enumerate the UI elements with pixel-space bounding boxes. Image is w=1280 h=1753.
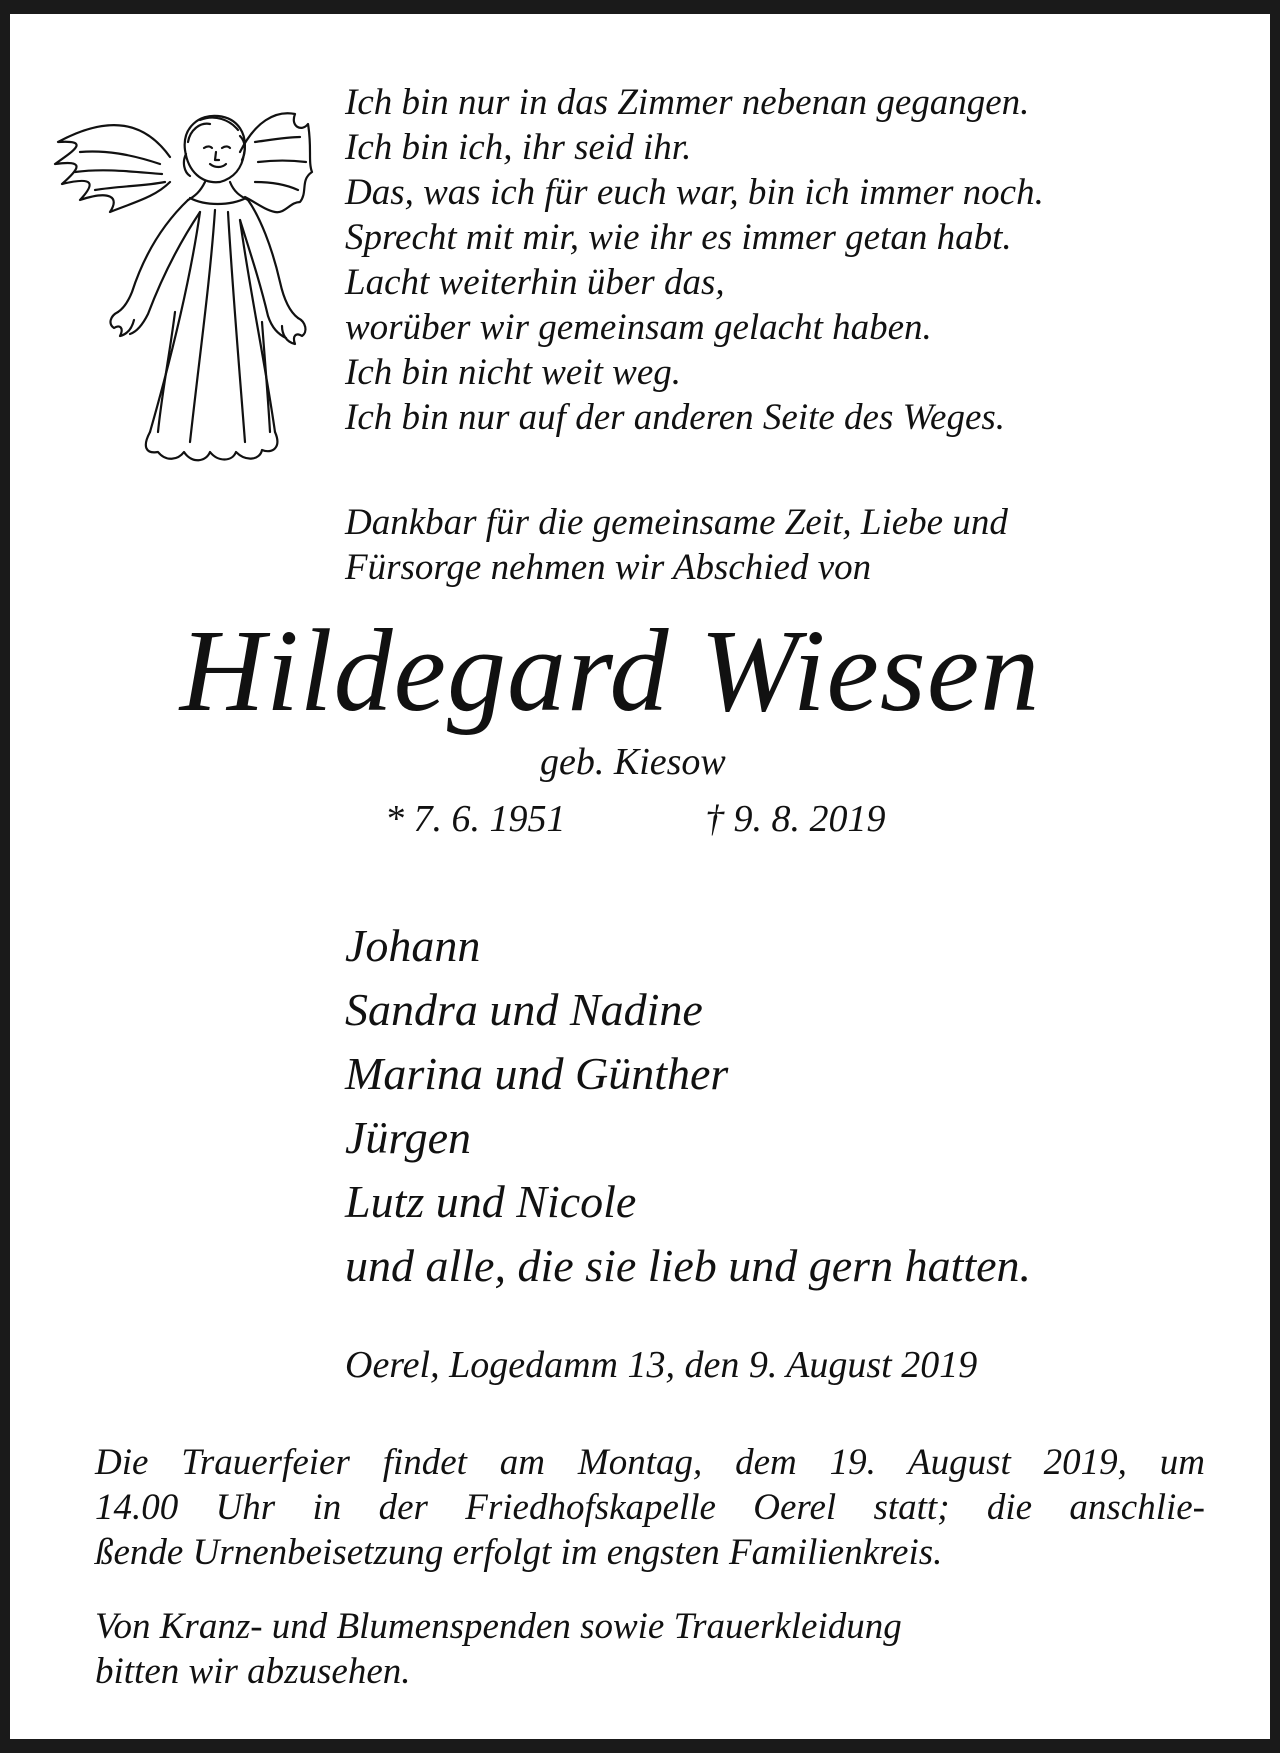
intro-line: Fürsorge nehmen wir Abschied von (345, 547, 872, 588)
farewell-intro (345, 500, 1245, 590)
donation-line: bitten wir abzusehen. (95, 1651, 411, 1692)
intro-line: Dankbar für die gemeinsame Zeit, Liebe und (345, 502, 1008, 543)
notice-line: Die Trauerfeier findet am Montag, dem 19. August 2019, um (95, 1442, 1205, 1483)
birth-date: * 7. 6. 1951 (385, 798, 566, 840)
mourner: Jürgen (345, 1112, 472, 1163)
notice-line: 14.00 Uhr in der Friedhofskapelle Oerel statt; die anschlie- (95, 1487, 1205, 1528)
mourner: Johann (345, 920, 481, 971)
mourner: Sandra und Nadine (345, 984, 703, 1035)
poem-line: worüber wir gemeinsam gelacht haben. (345, 307, 932, 348)
poem-line: Lacht weiterhin über das, (345, 262, 725, 303)
poem-line: Sprecht mit mir, wie ihr es immer getan habt. (345, 217, 1012, 258)
mourners-list (345, 914, 1265, 1298)
poem (345, 80, 1245, 440)
mourner: und alle, die sie lieb und gern hatten. (345, 1240, 1032, 1291)
maiden-name: geb. Kiesow (540, 741, 726, 783)
angel-icon (50, 102, 320, 482)
funeral-notice (95, 1440, 1205, 1575)
mourner: Marina und Günther (345, 1048, 729, 1099)
death-date: † 9. 8. 2019 (705, 798, 886, 840)
poem-line: Ich bin ich, ihr seid ihr. (345, 127, 692, 168)
poem-line: Ich bin nur in das Zimmer nebenan gegangen. (345, 82, 1030, 123)
donation-note (95, 1604, 1205, 1694)
donation-line: Von Kranz- und Blumenspenden sowie Trauerkleidung (95, 1606, 902, 1647)
notice-line: ßende Urnenbeisetzung erfolgt im engsten Familienkreis. (95, 1532, 943, 1573)
poem-line: Das, was ich für euch war, bin ich immer noch. (345, 172, 1044, 213)
deceased-name: Hildegard Wiesen (179, 605, 1041, 736)
mourner: Lutz und Nicole (345, 1176, 637, 1227)
poem-line: Ich bin nur auf der anderen Seite des Weges. (345, 397, 1006, 438)
poem-line: Ich bin nicht weit weg. (345, 352, 682, 393)
place-and-date: Oerel, Logedamm 13, den 9. August 2019 (345, 1344, 978, 1386)
